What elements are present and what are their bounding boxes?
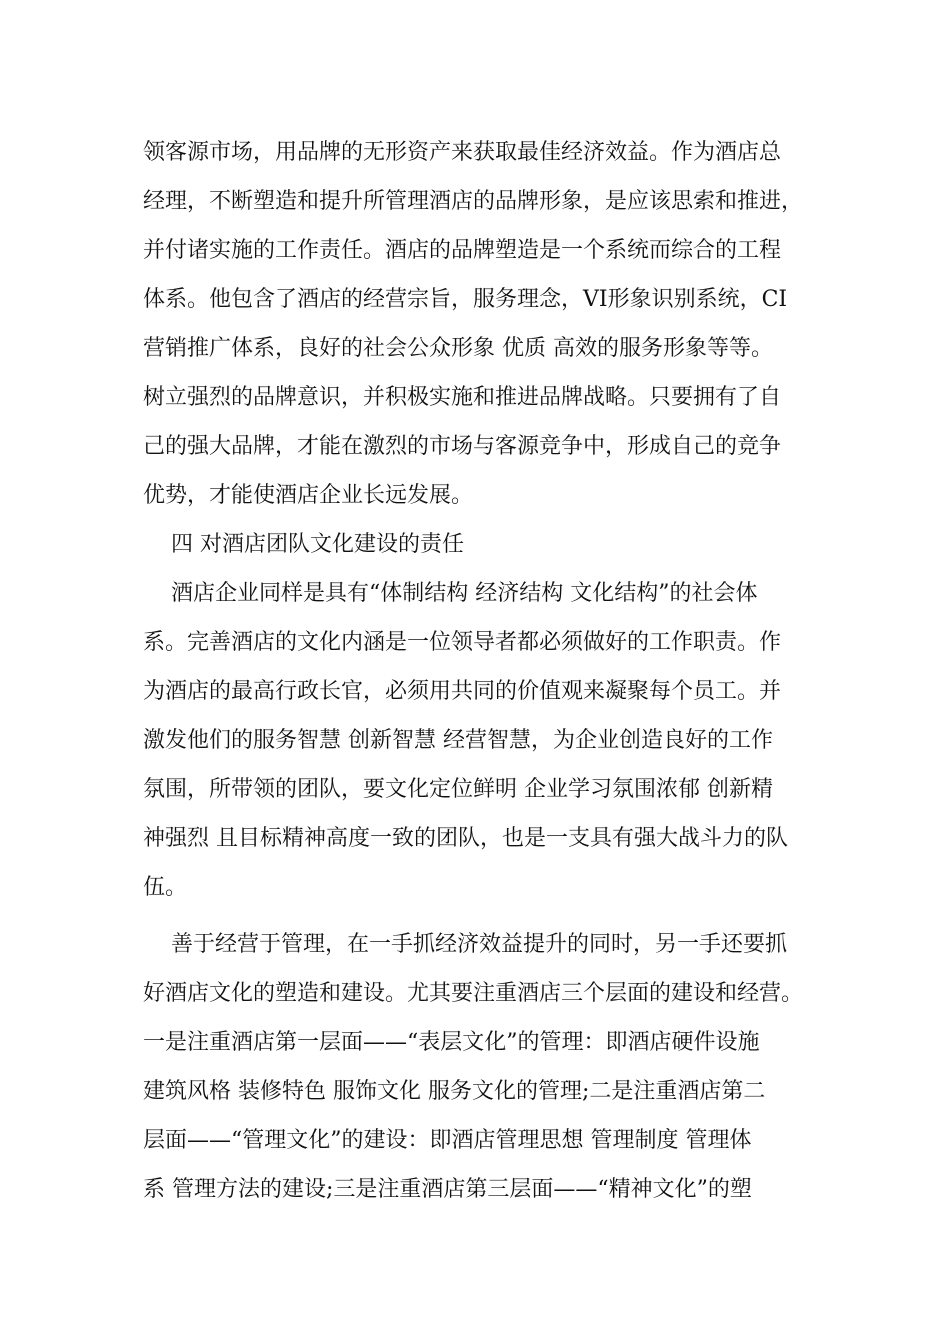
text-line: 为酒店的最高行政长官，必须用共同的价值观来凝聚每个员工。并 xyxy=(143,679,782,704)
text-line: 经理，不断塑造和提升所管理酒店的品牌形象，是应该思索和推进， xyxy=(143,189,804,214)
text-line: 营销推广体系，良好的社会公众形象 优质 高效的服务形象等等。 xyxy=(143,336,773,361)
text-line: 系 管理方法的建设;三是注重酒店第三层面——“精神文化”的塑 xyxy=(143,1177,752,1202)
paragraph-brand-building xyxy=(143,128,807,520)
text-line: 树立强烈的品牌意识，并积极实施和推进品牌战略。只要拥有了自 xyxy=(143,385,782,410)
text-line: 好酒店文化的塑造和建设。尤其要注重酒店三个层面的建设和经营。 xyxy=(143,981,804,1006)
text-line: 己的强大品牌，才能在激烈的市场与客源竞争中，形成自己的竞争 xyxy=(143,434,782,459)
text-line: 酒店企业同样是具有“体制结构 经济结构 文化结构”的社会体 xyxy=(143,581,758,606)
section-heading-text: 四 对酒店团队文化建设的责任 xyxy=(143,532,464,557)
paragraph-culture-layers xyxy=(143,920,807,1214)
text-line: 并付诸实施的工作责任。酒店的品牌塑造是一个系统而综合的工程 xyxy=(143,238,782,263)
text-line: 氛围，所带领的团队，要文化定位鲜明 企业学习氛围浓郁 创新精 xyxy=(143,777,773,802)
text-line: 系。完善酒店的文化内涵是一位领导者都必须做好的工作职责。作 xyxy=(143,630,782,655)
text-line: 伍。 xyxy=(143,875,188,900)
text-line: 层面——“管理文化”的建设：即酒店管理思想 管理制度 管理体 xyxy=(143,1128,752,1153)
paragraph-team-culture xyxy=(143,569,807,912)
section-heading xyxy=(143,520,807,569)
text-line: 建筑风格 装修特色 服饰文化 服务文化的管理;二是注重酒店第二 xyxy=(143,1079,766,1104)
text-line: 激发他们的服务智慧 创新智慧 经营智慧，为企业创造良好的工作 xyxy=(143,728,773,753)
paragraph-spacer xyxy=(143,912,807,920)
text-line: 优势，才能使酒店企业长远发展。 xyxy=(143,483,474,508)
text-line: 领客源市场，用品牌的无形资产来获取最佳经济效益。作为酒店总 xyxy=(143,140,782,165)
text-line: 神强烈 且目标精神高度一致的团队，也是一支具有强大战斗力的队 xyxy=(143,826,788,851)
text-line: 善于经营于管理，在一手抓经济效益提升的同时，另一手还要抓 xyxy=(143,932,787,957)
document-body xyxy=(143,128,807,1214)
text-line: 一是注重酒店第一层面——“表层文化”的管理：即酒店硬件设施 xyxy=(143,1030,760,1055)
text-line: 体系。他包含了酒店的经营宗旨，服务理念，VI形象识别系统，CI xyxy=(143,287,788,312)
